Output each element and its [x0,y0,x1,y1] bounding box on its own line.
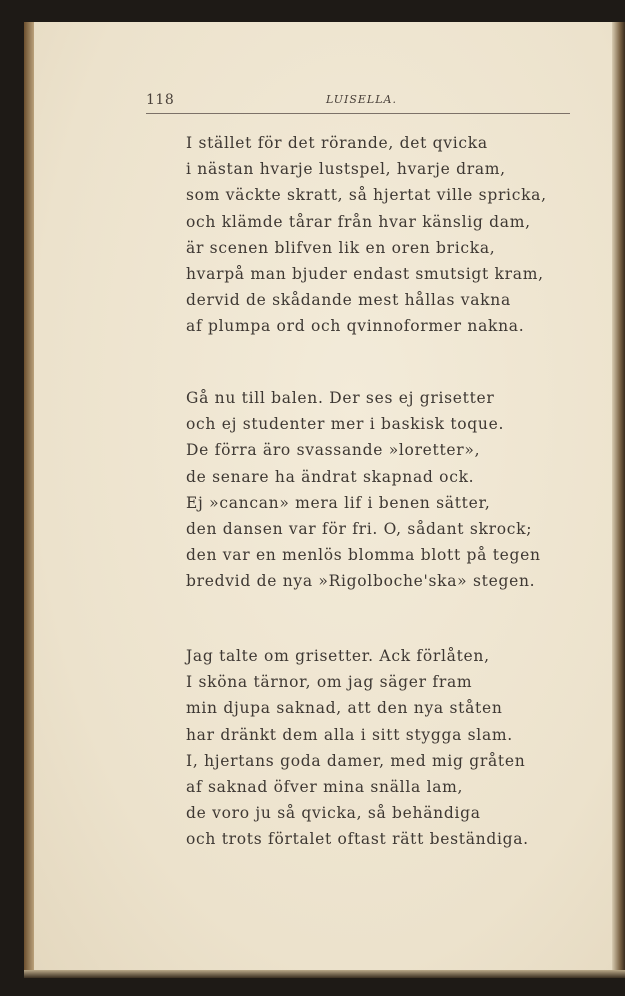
stanza [186,643,529,853]
verse-line: De förra äro svassande »loretter», [186,441,481,460]
verse-line: som väckte skratt, så hjertat ville spricka, [186,186,547,205]
page-number: 118 [146,92,175,108]
verse-line: och klämde tårar från hvar känslig dam, [186,212,531,231]
running-head [146,92,570,112]
verse-line: och trots förtalet oftast rätt beständiga. [186,830,529,849]
verse-line: och ej studenter mer i baskisk toque. [186,415,505,434]
verse-line: min djupa saknad, att den nya ståten [186,699,503,718]
verse-line: af plumpa ord och qvinnoformer nakna. [186,317,525,336]
stanza [186,130,547,340]
verse-line: har dränkt dem alla i sitt stygga slam. [186,725,513,744]
verse-line: af saknad öfver mina snälla lam, [186,777,464,796]
verse-line: dervid de skådande mest hållas vakna [186,291,511,310]
verse-line: I, hjertans goda damer, med mig gråten [186,751,526,770]
verse-line: är scenen blifven lik en oren bricka, [186,238,496,257]
page-edge [612,22,625,972]
verse-line: I stället för det rörande, det qvicka [186,134,488,152]
header-rule [146,113,570,114]
verse-line: I sköna tärnor, om jag säger fram [186,673,473,692]
page-bottom-edge [24,970,625,978]
verse-line: Ej »cancan» mera lif i benen sätter, [186,493,491,512]
verse-line: hvarpå man bjuder endast smutsigt kram, [186,264,544,283]
stanza [186,385,541,595]
verse-line: de senare ha ändrat skapnad ock. [186,467,475,486]
verse-line: de voro ju så qvicka, så behändiga [186,804,481,823]
verse-line: Jag talte om grisetter. Ack förlåten, [186,647,490,665]
verse-line: i nästan hvarje lustspel, hvarje dram, [186,160,506,179]
verse-line: Gå nu till balen. Der ses ej grisetter [186,389,495,407]
verse-line: den dansen var för fri. O, sådant skrock; [186,519,533,538]
running-title: LUISELLA. [326,93,397,106]
verse-line: bredvid de nya »Rigolboche'ska» stegen. [186,572,536,591]
verse-line: den var en menlös blomma blott på tegen [186,546,541,565]
